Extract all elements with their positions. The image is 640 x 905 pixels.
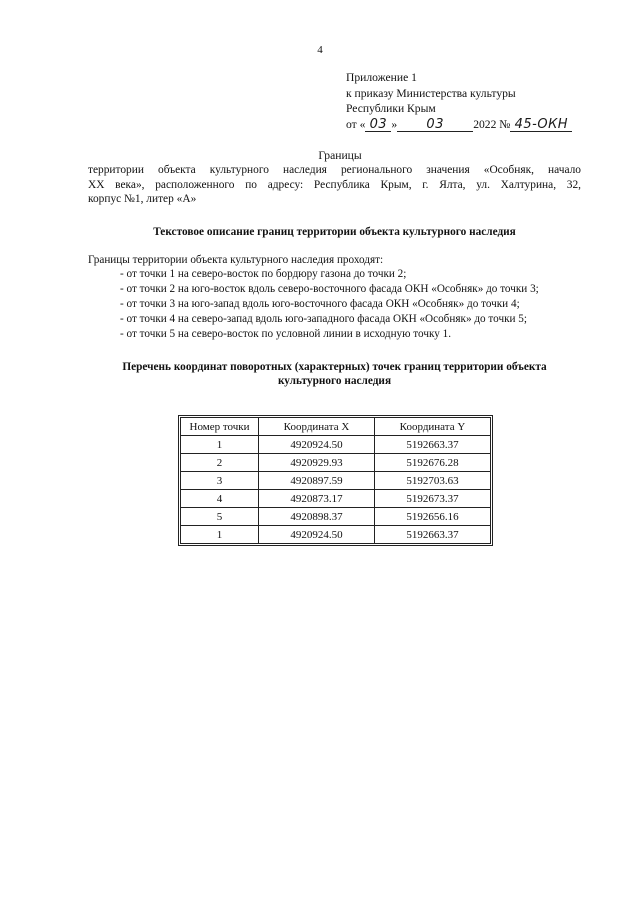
table-row — [181, 472, 491, 490]
section-title-coordinates-line-1: Перечень координат поворотных (характерных) точек границ территории объекта — [122, 361, 547, 373]
column-header-point-number: Номер точки — [181, 418, 259, 436]
object-description-line-1: территории объекта культурного наследия регионального значения «Особняк, начало — [88, 164, 581, 176]
column-header-coordinate-y: Координата Y — [375, 418, 491, 436]
appendix-header — [346, 70, 596, 132]
cell-point-number: 1 — [181, 526, 259, 544]
cell-point-number: 2 — [181, 454, 259, 472]
list-item: - от точки 5 на северо-восток по условной линии в исходную точку 1. — [120, 328, 452, 340]
table-row — [181, 436, 491, 454]
date-prefix: от « — [346, 117, 366, 131]
list-item: - от точки 4 на северо-запад вдоль юго-западного фасада ОКН «Особняк» до точки 5; — [120, 313, 528, 325]
appendix-line-2: к приказу Министерства культуры — [346, 86, 516, 100]
appendix-line-1: Приложение 1 — [346, 71, 417, 84]
section-title-text-description: Текстовое описание границ территории объекта культурного наследия — [153, 226, 516, 238]
date-day-handwritten: 03 — [365, 118, 391, 132]
object-description-line-2: XX века», расположенного по адресу: Республика Крым, г. Ялта, ул. Халтурина, 32, — [88, 178, 581, 191]
cell-coordinate-y: 5192676.28 — [375, 454, 491, 472]
list-item: - от точки 2 на юго-восток вдоль северо-восточного фасада ОКН «Особняк» до точки 3; — [120, 283, 539, 295]
cell-coordinate-y: 5192673.37 — [375, 490, 491, 508]
object-description-line-3: корпус №1, литер «А» — [88, 193, 197, 205]
section-title-coordinates-line-2: культурного наследия — [277, 375, 392, 387]
cell-coordinate-x: 4920873.17 — [259, 490, 375, 508]
cell-coordinate-y: 5192656.16 — [375, 508, 491, 526]
table-row — [181, 508, 491, 526]
cell-coordinate-x: 4920929.93 — [259, 454, 375, 472]
cell-coordinate-x: 4920898.37 — [259, 508, 375, 526]
column-header-coordinate-x: Координата X — [259, 418, 375, 436]
date-year: 2022 № — [473, 117, 511, 131]
list-item: - от точки 3 на юго-запад вдоль юго-восточного фасада ОКН «Особняк» до точки 4; — [120, 298, 520, 310]
boundary-intro-text: Границы территории объекта культурного наследия проходят: — [88, 254, 384, 266]
object-description — [88, 163, 581, 207]
table-row — [181, 490, 491, 508]
cell-coordinate-x: 4920924.50 — [259, 526, 375, 544]
table-header-row — [181, 418, 491, 436]
cell-point-number: 4 — [181, 490, 259, 508]
cell-coordinate-y: 5192703.63 — [375, 472, 491, 490]
boundary-items-list — [120, 267, 539, 342]
boundaries-title: Границы — [318, 149, 362, 162]
document-number-handwritten: 45-ОКН — [510, 118, 572, 132]
cell-coordinate-x: 4920897.59 — [259, 472, 375, 490]
cell-point-number: 5 — [181, 508, 259, 526]
cell-coordinate-y: 5192663.37 — [375, 436, 491, 454]
appendix-date-line — [346, 117, 596, 133]
cell-point-number: 1 — [181, 436, 259, 454]
appendix-line-3: Республики Крым — [346, 102, 436, 115]
table-row — [181, 454, 491, 472]
date-month-handwritten: 03 — [397, 118, 473, 132]
cell-coordinate-y: 5192663.37 — [375, 526, 491, 544]
list-item: - от точки 1 на северо-восток по бордюру газона до точки 2; — [120, 268, 407, 280]
coordinates-table — [180, 417, 491, 544]
table-row — [181, 526, 491, 544]
cell-coordinate-x: 4920924.50 — [259, 436, 375, 454]
section-title-coordinates — [88, 360, 581, 388]
cell-point-number: 3 — [181, 472, 259, 490]
page-number: 4 — [317, 44, 323, 56]
date-separator: » — [391, 117, 398, 131]
